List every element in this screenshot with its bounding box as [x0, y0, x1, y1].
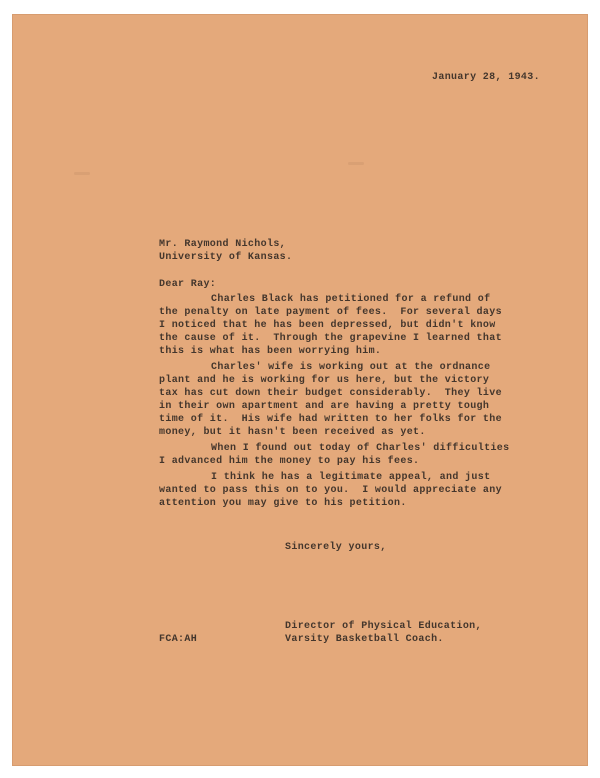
paragraph-line: attention you may give to his petition.	[159, 498, 407, 509]
paragraph-line: plant and he is working for us here, but the victory	[159, 375, 490, 386]
signature-title-line2: Varsity Basketball Coach.	[285, 634, 444, 645]
paragraph-line: the cause of it. Through the grapevine I learned that	[159, 333, 502, 344]
recipient-name: Mr. Raymond Nichols,	[159, 239, 287, 250]
paragraph-line: tax has cut down their budget considerably. They live	[159, 388, 502, 399]
recipient-organization: University of Kansas.	[159, 252, 293, 263]
salutation: Dear Ray:	[159, 279, 217, 290]
paper-smudge	[348, 162, 364, 165]
paragraph-2	[159, 361, 502, 439]
paragraph-line: I noticed that he has been depressed, but didn't know	[159, 320, 496, 331]
paragraph-line: When I found out today of Charles' difficulties	[211, 443, 510, 454]
paragraph-line: the penalty on late payment of fees. For several days	[159, 307, 502, 318]
paragraph-line: Charles' wife is working out at the ordnance	[211, 362, 491, 373]
typist-initials: FCA:AH	[159, 634, 198, 645]
paragraph-1	[159, 293, 502, 358]
paragraph-line: I think he has a legitimate appeal, and just	[211, 472, 491, 483]
paragraph-line: Charles Black has petitioned for a refund of	[211, 294, 491, 305]
letter-page	[12, 14, 588, 766]
paragraph-line: I advanced him the money to pay his fees.	[159, 456, 420, 467]
paragraph-line: wanted to pass this on to you. I would appreciate any	[159, 485, 502, 496]
letter-date: January 28, 1943.	[432, 72, 540, 83]
paragraph-4	[159, 471, 502, 510]
paragraph-line: time of it. His wife had written to her folks for the	[159, 414, 502, 425]
paper-smudge	[74, 172, 90, 175]
paragraph-line: money, but it hasn't been received as yet.	[159, 427, 426, 438]
paragraph-3	[159, 442, 510, 468]
paragraph-line: in their own apartment and are having a pretty tough	[159, 401, 490, 412]
paragraph-line: this is what has been worrying him.	[159, 346, 382, 357]
signature-title-line1: Director of Physical Education,	[285, 621, 482, 632]
closing: Sincerely yours,	[285, 542, 387, 553]
